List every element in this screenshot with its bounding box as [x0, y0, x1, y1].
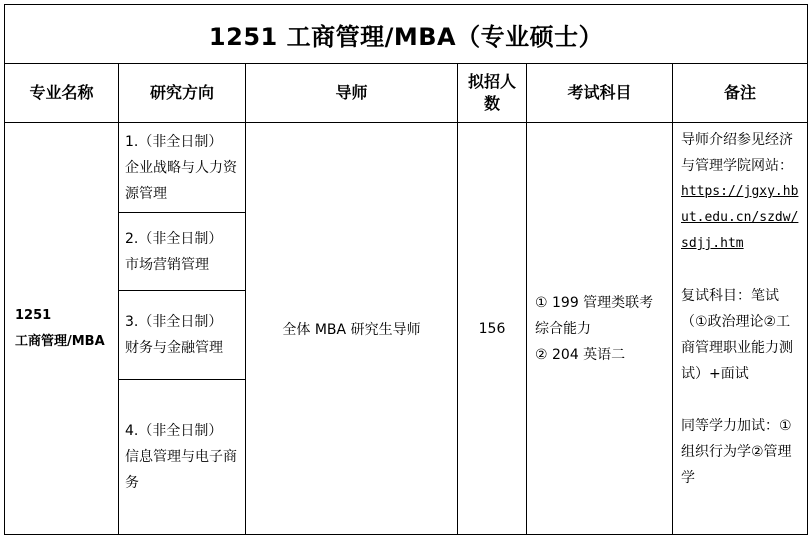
page-title: 1251 工商管理/MBA（专业硕士）	[5, 5, 808, 64]
direction-number: 4.	[125, 423, 139, 439]
exam-subjects-cell	[527, 123, 673, 535]
direction-name: 信息管理与电子商务	[125, 449, 237, 491]
direction-item	[119, 213, 246, 291]
direction-item	[119, 123, 246, 213]
header-notes: 备注	[673, 64, 808, 123]
header-supervisor: 导师	[246, 64, 458, 123]
direction-mode: （非全日制）	[138, 133, 223, 150]
header-direction: 研究方向	[119, 64, 246, 123]
direction-mode: （非全日制）	[138, 314, 223, 330]
major-cell	[5, 123, 119, 535]
direction-item	[119, 291, 246, 380]
direction-item	[119, 380, 246, 535]
enrollment-cell: 156	[458, 123, 527, 535]
supervisor-info-link[interactable]: https://jgxy.hbut.edu.cn/szdw/sdjj.htm	[681, 184, 799, 251]
major-name: 工商管理/MBA	[15, 333, 105, 349]
major-code: 1251	[15, 307, 52, 323]
notes-extra: 同等学力加试：①组织行为学②管理学	[681, 418, 792, 486]
header-exam-subjects: 考试科目	[527, 64, 673, 123]
direction-number: 3.	[125, 314, 139, 330]
exam-subject-item: ② 204 英语二	[535, 346, 626, 363]
direction-name: 市场营销管理	[125, 256, 209, 273]
notes-cell	[673, 123, 808, 535]
header-major: 专业名称	[5, 64, 119, 123]
direction-mode: （非全日制）	[138, 230, 223, 247]
direction-name: 财务与金融管理	[125, 340, 223, 356]
exam-subject-item: ① 199 管理类联考综合能力	[535, 294, 654, 337]
direction-number: 1.	[125, 133, 139, 150]
direction-number: 2.	[125, 230, 139, 247]
notes-intro: 导师介绍参见经济与管理学院网站：	[681, 132, 793, 174]
direction-name: 企业战略与人力资源管理	[125, 159, 237, 202]
direction-mode: （非全日制）	[138, 423, 223, 439]
supervisor-cell: 全体 MBA 研究生导师	[246, 123, 458, 535]
admission-table	[4, 4, 808, 535]
header-enrollment: 拟招人数	[458, 64, 527, 123]
notes-retest: 复试科目：笔试（①政治理论②工商管理职业能力测试）+面试	[681, 288, 793, 382]
